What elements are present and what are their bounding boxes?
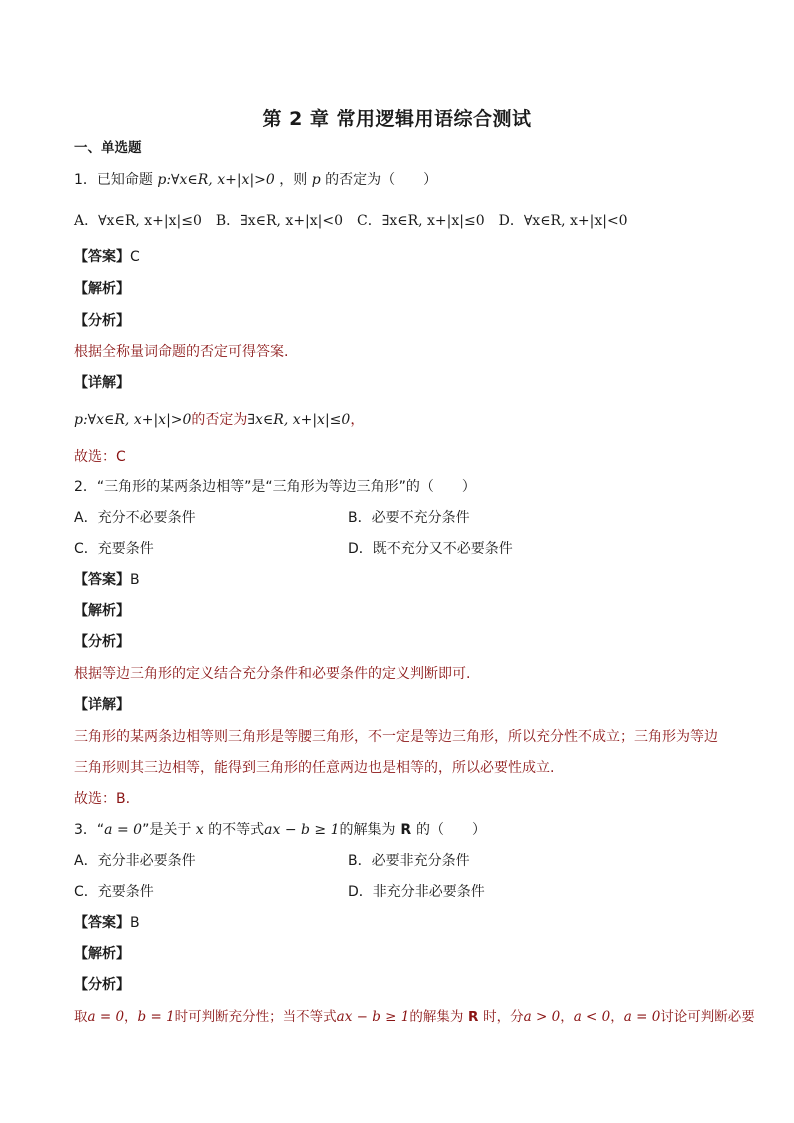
q2-fenxi-label: 【分析】 xyxy=(74,634,130,650)
q3-fenxi-label: 【分析】 xyxy=(74,977,130,993)
q3-stem: 3．“a = 0”是关于 x 的不等式ax − b ≥ 1的解集为 R 的（ ） xyxy=(74,822,487,838)
q2-xiangjie-label: 【详解】 xyxy=(74,697,130,713)
q2-answer: 【答案】B xyxy=(74,572,140,588)
q1-proposition: p:∀x∈R, x+|x|>0 xyxy=(152,172,280,188)
q3-option-d: D．非充分非必要条件 xyxy=(348,884,485,900)
q3-option-c: C．充要条件 xyxy=(74,884,154,900)
q2-detail-line2: 三角形则其三边相等，能得到三角形的任意两边也是相等的，所以必要性成立. xyxy=(74,760,555,776)
q2-detail-line1: 三角形的某两条边相等则三角形是等腰三角形，不一定是等边三角形，所以充分性不成立；三角形为等边 xyxy=(74,729,718,745)
q3-analysis: 取a = 0，b = 1时可判断充分性；当不等式ax − b ≥ 1的解集为 R 时，分a > 0，a < 0，a = 0讨论可判断必要 xyxy=(74,1009,755,1025)
q3-option-a: A．充分非必要条件 xyxy=(74,853,196,869)
q1-options: A．∀x∈R, x+|x|≤0 B．∃x∈R, x+|x|<0 C．∃x∈R, x+|x|≤0 D．∀x∈R, x+|x|<0 xyxy=(74,213,628,229)
q1-detail: p:∀x∈R, x+|x|>0的否定为∃x∈R, x+|x|≤0， xyxy=(74,412,365,428)
q3-option-b: B．必要非充分条件 xyxy=(348,853,470,869)
page-title: 第 2 章 常用逻辑用语综合测试 xyxy=(262,108,532,130)
q1-xiangjie-label: 【详解】 xyxy=(74,375,130,391)
q2-option-b: B．必要不充分条件 xyxy=(348,510,470,526)
section-heading: 一、单选题 xyxy=(74,140,142,156)
q1-analysis: 根据全称量词命题的否定可得答案. xyxy=(74,344,289,360)
q2-option-d: D．既不充分又不必要条件 xyxy=(348,541,513,557)
q2-analysis: 根据等边三角形的定义结合充分条件和必要条件的定义判断即可. xyxy=(74,666,471,682)
q1-fenxi-label: 【分析】 xyxy=(74,313,130,329)
q2-option-a: A．充分不必要条件 xyxy=(74,510,196,526)
q3-jiexi-label: 【解析】 xyxy=(74,946,130,962)
q2-option-c: C．充要条件 xyxy=(74,541,154,557)
q2-stem: 2．“三角形的某两条边相等”是“三角形为等边三角形”的（ ） xyxy=(74,479,476,495)
q1-stem: 1．已知命题 p:∀x∈R, x+|x|>0 ，则 p 的否定为（ ） xyxy=(74,172,438,188)
q2-jiexi-label: 【解析】 xyxy=(74,603,130,619)
q2-choice: 故选：B. xyxy=(74,791,131,807)
q1-answer: 【答案】C xyxy=(74,249,140,265)
q1-choice: 故选：C xyxy=(74,449,126,465)
q3-answer: 【答案】B xyxy=(74,915,140,931)
q1-jiexi-label: 【解析】 xyxy=(74,281,130,297)
